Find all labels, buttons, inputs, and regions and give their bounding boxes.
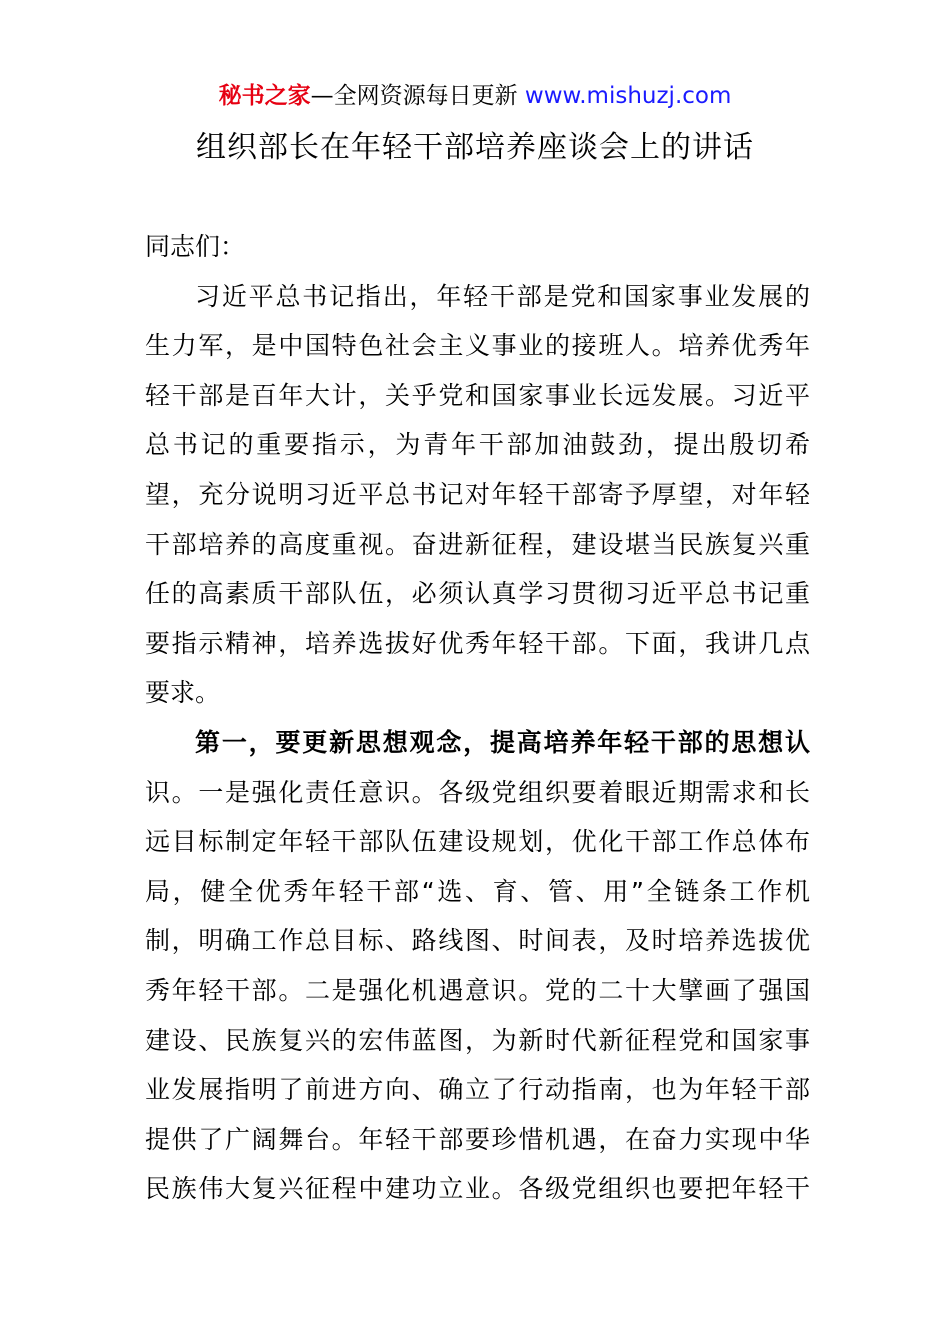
- paragraph-line: 建设、民族复兴的宏伟蓝图，为新时代新征程党和国家事: [145, 1025, 810, 1055]
- paragraph-line: 轻干部是百年大计，关乎党和国家事业长远发展。习近平: [145, 380, 810, 410]
- paragraph-line: 生力军，是中国特色社会主义事业的接班人。培养优秀年: [145, 331, 810, 361]
- paragraph-line: 民族伟大复兴征程中建功立业。各级党组织也要把年轻干: [145, 1174, 810, 1204]
- site-header: [0, 80, 950, 112]
- paragraph-line: 业发展指明了前进方向、确立了行动指南，也为年轻干部: [145, 1075, 810, 1105]
- paragraph-line: 望，充分说明习近平总书记对年轻干部寄予厚望，对年轻: [145, 479, 810, 509]
- header-tagline: —全网资源每日更新: [310, 83, 518, 109]
- section-heading: 要更新思想观念，提高培养年轻干部的思想认: [275, 727, 810, 757]
- site-url-link[interactable]: www.mishuzj.com: [524, 83, 732, 109]
- paragraph-line: 远目标制定年轻干部队伍建设规划，优化干部工作总体布: [145, 827, 810, 857]
- paragraph-line: 提供了广阔舞台。年轻干部要珍惜机遇，在奋力实现中华: [145, 1124, 810, 1154]
- brand-name: 秘书之家: [218, 83, 311, 109]
- paragraph-line: 干部培养的高度重视。奋进新征程，建设堪当民族复兴重: [145, 529, 810, 559]
- paragraph-line: 习近平总书记指出，年轻干部是党和国家事业发展的: [195, 281, 810, 311]
- paragraph-line: 任的高素质干部队伍，必须认真学习贯彻习近平总书记重: [145, 579, 810, 609]
- paragraph-line: 制，明确工作总目标、路线图、时间表，及时培养选拔优: [145, 926, 810, 956]
- paragraph-line: 识。一是强化责任意识。各级党组织要着眼近期需求和长: [145, 777, 810, 807]
- salutation: 同志们：: [145, 232, 246, 261]
- document-body: [145, 222, 810, 1214]
- paragraph-line: 总书记的重要指示，为青年干部加油鼓劲，提出殷切希: [145, 430, 810, 460]
- paragraph-line: 秀年轻干部。二是强化机遇意识。党的二十大擘画了强国: [145, 975, 810, 1005]
- section-heading-line: [145, 718, 810, 768]
- paragraph-line: 要指示精神，培养选拔好优秀年轻干部。下面，我讲几点: [145, 628, 810, 658]
- document-title: 组织部长在年轻干部培养座谈会上的讲话: [196, 130, 754, 165]
- paragraph-line: 局，健全优秀年轻干部“选、育、管、用”全链条工作机: [145, 876, 810, 906]
- paragraph-line: 要求。: [145, 678, 221, 708]
- section-number: 第一，: [195, 727, 276, 757]
